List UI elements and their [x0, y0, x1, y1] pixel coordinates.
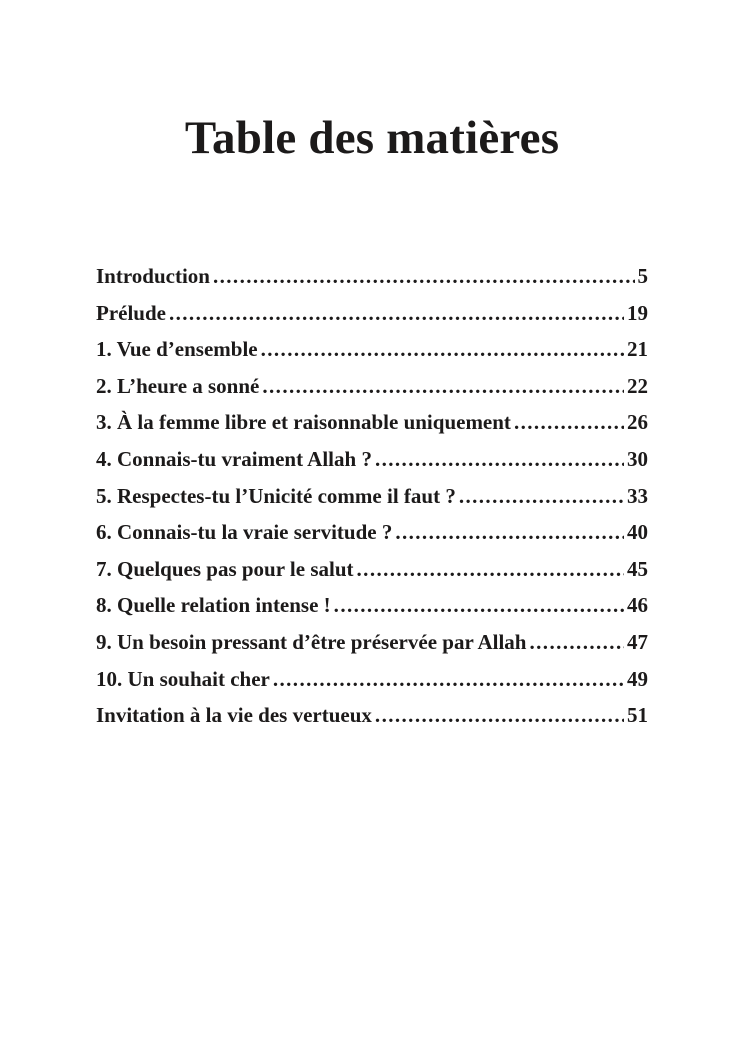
toc-entry-invitation[interactable]	[96, 697, 648, 734]
dot-leader	[334, 587, 624, 624]
toc-entry-page-number: 22	[627, 373, 648, 398]
toc-entry-chapter-7[interactable]	[96, 551, 648, 588]
toc-entry-page-number: 26	[627, 410, 648, 435]
toc-entry-label: 10. Un souhait cher	[96, 666, 270, 691]
toc-entry-chapter-6[interactable]	[96, 514, 648, 551]
dot-leader	[213, 258, 635, 295]
page-title: Table des matières	[184, 112, 560, 164]
toc-entry-chapter-9[interactable]	[96, 624, 648, 661]
toc-entry-label: 6. Connais-tu la vraie servitude ?	[96, 520, 393, 545]
dot-leader	[530, 624, 625, 661]
toc-entry-chapter-10[interactable]	[96, 661, 648, 698]
toc-entry-page-number: 19	[627, 300, 648, 325]
toc-entry-chapter-4[interactable]	[96, 441, 648, 478]
toc-entry-page-number: 49	[627, 666, 648, 691]
toc-entry-label: 1. Vue d’ensemble	[96, 337, 258, 362]
toc-entry-introduction[interactable]	[96, 258, 648, 295]
toc-entry-label: 9. Un besoin pressant d’être préservée par Allah	[96, 629, 527, 654]
toc-entry-label: 2. L’heure a sonné	[96, 373, 260, 398]
toc-entry-label: 7. Quelques pas pour le salut	[96, 556, 354, 581]
toc-entry-page-number: 45	[627, 556, 648, 581]
dot-leader	[357, 551, 624, 588]
toc-entry-page-number: 5	[637, 264, 648, 288]
toc-entry-page-number: 30	[627, 446, 648, 471]
toc-entry-chapter-5[interactable]	[96, 478, 648, 515]
dot-leader	[514, 404, 624, 441]
toc-entry-page-number: 51	[627, 703, 648, 728]
toc-entry-label: 3. À la femme libre et raisonnable uniquement	[96, 410, 511, 435]
dot-leader	[262, 368, 624, 405]
dot-leader	[375, 697, 624, 734]
dot-leader	[459, 478, 624, 515]
dot-leader	[261, 331, 624, 368]
toc-entry-chapter-2[interactable]	[96, 368, 648, 405]
toc-entry-chapter-3[interactable]	[96, 404, 648, 441]
toc-entry-label: 8. Quelle relation intense !	[96, 593, 331, 618]
dot-leader	[273, 661, 624, 698]
toc-entry-page-number: 46	[627, 593, 648, 618]
toc-entry-page-number: 21	[627, 337, 648, 362]
toc-entry-label: 5. Respectes-tu l’Unicité comme il faut ?	[96, 483, 456, 508]
table-of-contents	[96, 258, 648, 734]
toc-entry-page-number: 40	[627, 520, 648, 545]
toc-entry-chapter-8[interactable]	[96, 587, 648, 624]
dot-leader	[169, 295, 624, 332]
toc-entry-label: Prélude	[96, 300, 166, 325]
dot-leader	[395, 514, 624, 551]
toc-entry-label: Invitation à la vie des vertueux	[96, 703, 372, 728]
toc-entry-chapter-1[interactable]	[96, 331, 648, 368]
toc-entry-page-number: 47	[627, 629, 648, 654]
toc-entry-label: 4. Connais-tu vraiment Allah ?	[96, 446, 372, 471]
dot-leader	[375, 441, 624, 478]
toc-entry-page-number: 33	[627, 483, 648, 508]
toc-entry-label: Introduction	[96, 264, 210, 288]
toc-entry-prelude[interactable]	[96, 295, 648, 332]
